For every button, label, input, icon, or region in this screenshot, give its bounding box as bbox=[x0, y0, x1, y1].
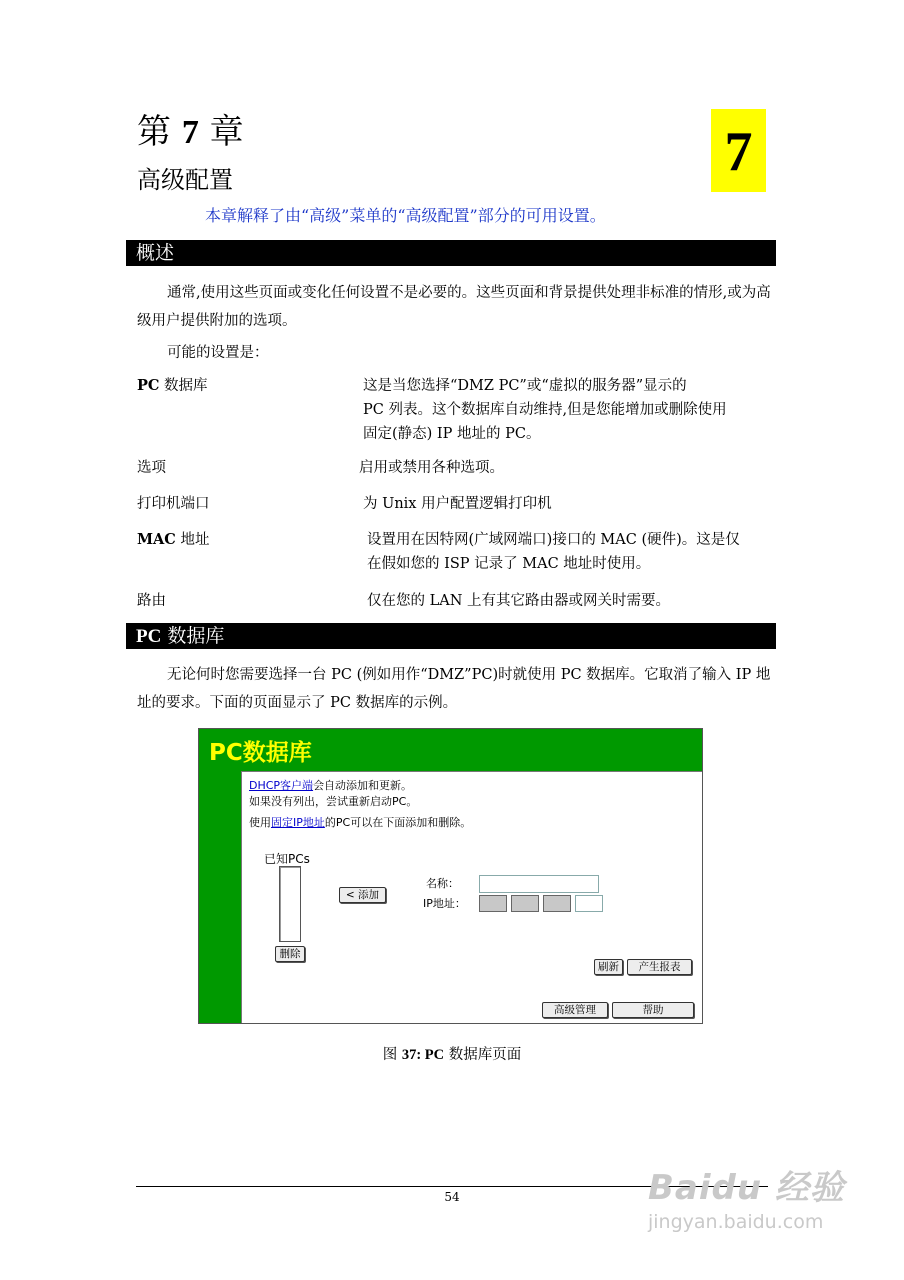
help-button[interactable]: 帮助 bbox=[612, 1002, 694, 1018]
screenshot-title: PC数据库 bbox=[209, 740, 312, 766]
settings-term-mac-address: MAC 地址 bbox=[137, 531, 210, 548]
add-button[interactable]: < 添加 bbox=[339, 887, 386, 903]
ip-octet-1-input[interactable] bbox=[479, 895, 507, 912]
report-button[interactable]: 产生报表 bbox=[627, 959, 692, 975]
settings-term-printer-port: 打印机端口 bbox=[137, 496, 210, 512]
section-heading-pc-database: PC 数据库 bbox=[126, 623, 776, 649]
delete-button[interactable]: 删除 bbox=[275, 946, 305, 962]
settings-intro: 可能的设置是： bbox=[167, 345, 269, 361]
screenshot-body bbox=[241, 771, 703, 1024]
name-input[interactable] bbox=[479, 875, 599, 893]
settings-def-pc-database: 这是当您选择“DMZ PC”或“虚拟的服务器”显示的 PC 列表。这个数据库自动维持,但是您能增加或删除使用 固定(静态) IP 地址的 PC。 bbox=[363, 378, 727, 442]
ip-octet-2-input[interactable] bbox=[511, 895, 539, 912]
advanced-admin-button[interactable]: 高级管理 bbox=[542, 1002, 608, 1018]
settings-term-options: 选项 bbox=[137, 460, 166, 476]
settings-def-routing: 仅在您的 LAN 上有其它路由器或网关时需要。 bbox=[367, 593, 671, 609]
watermark-url: jingyan.baidu.com bbox=[648, 1211, 824, 1233]
ip-address-label: IP地址： bbox=[423, 897, 466, 910]
chapter-badge: 7 bbox=[711, 109, 766, 192]
baidu-watermark bbox=[648, 1160, 858, 1233]
settings-def-options: 启用或禁用各种选项。 bbox=[359, 460, 504, 476]
pc-database-paragraph: 无论何时您需要选择一台 PC (例如用作“DMZ”PC)时就使用 PC 数据库。它取消了输入 IP 地址的要求。下面的页面显示了 PC 数据库的示例。 bbox=[137, 667, 771, 711]
screenshot-sidebar bbox=[199, 771, 241, 1024]
screenshot-line-dhcp: DHCP客户端会自动添加和更新。 bbox=[249, 779, 413, 792]
fixed-ip-link[interactable]: 固定IP地址 bbox=[271, 816, 325, 829]
ip-octet-4-input[interactable] bbox=[575, 895, 603, 912]
overview-paragraph: 通常,使用这些页面或变化任何设置不是必要的。这些页面和背景提供处理非标准的情形,或为高级用户提供附加的选项。 bbox=[137, 285, 771, 329]
chapter-intro: 本章解释了由“高级”菜单的“高级配置”部分的可用设置。 bbox=[205, 206, 606, 225]
page-number: 54 bbox=[444, 1190, 460, 1204]
figure-caption: 图 37: PC 数据库页面 bbox=[382, 1047, 522, 1063]
chapter-number: 7 bbox=[181, 114, 199, 151]
screenshot-header bbox=[199, 729, 702, 771]
known-pcs-list[interactable] bbox=[279, 866, 301, 942]
chapter-title: 第 7 章 bbox=[137, 112, 244, 152]
settings-term-routing: 路由 bbox=[137, 593, 166, 609]
settings-def-mac-address: 设置用在因特网(广域网端口)接口的 MAC (硬件)。这是仅 在假如您的 ISP 记录了 MAC 地址时使用。 bbox=[367, 532, 740, 572]
screenshot-line-restart: 如果没有列出，尝试重新启动PC。 bbox=[249, 795, 418, 808]
known-pcs-label: 已知PCs bbox=[264, 852, 310, 866]
refresh-button[interactable]: 刷新 bbox=[594, 959, 623, 975]
watermark-logo: Baidu 经验 bbox=[648, 1168, 845, 1208]
section-heading-overview: 概述 bbox=[126, 240, 776, 266]
ip-octet-3-input[interactable] bbox=[543, 895, 571, 912]
name-label: 名称： bbox=[426, 877, 459, 890]
settings-def-printer-port: 为 Unix 用户配置逻辑打印机 bbox=[363, 496, 552, 512]
chapter-subtitle: 高级配置 bbox=[137, 166, 233, 194]
dhcp-clients-link[interactable]: DHCP客户端 bbox=[249, 779, 314, 792]
settings-term-pc-database: PC 数据库 bbox=[137, 377, 208, 394]
pc-database-screenshot bbox=[198, 728, 703, 1024]
screenshot-line-fixed-ip: 使用固定IP地址的PC可以在下面添加和删除。 bbox=[249, 816, 472, 829]
